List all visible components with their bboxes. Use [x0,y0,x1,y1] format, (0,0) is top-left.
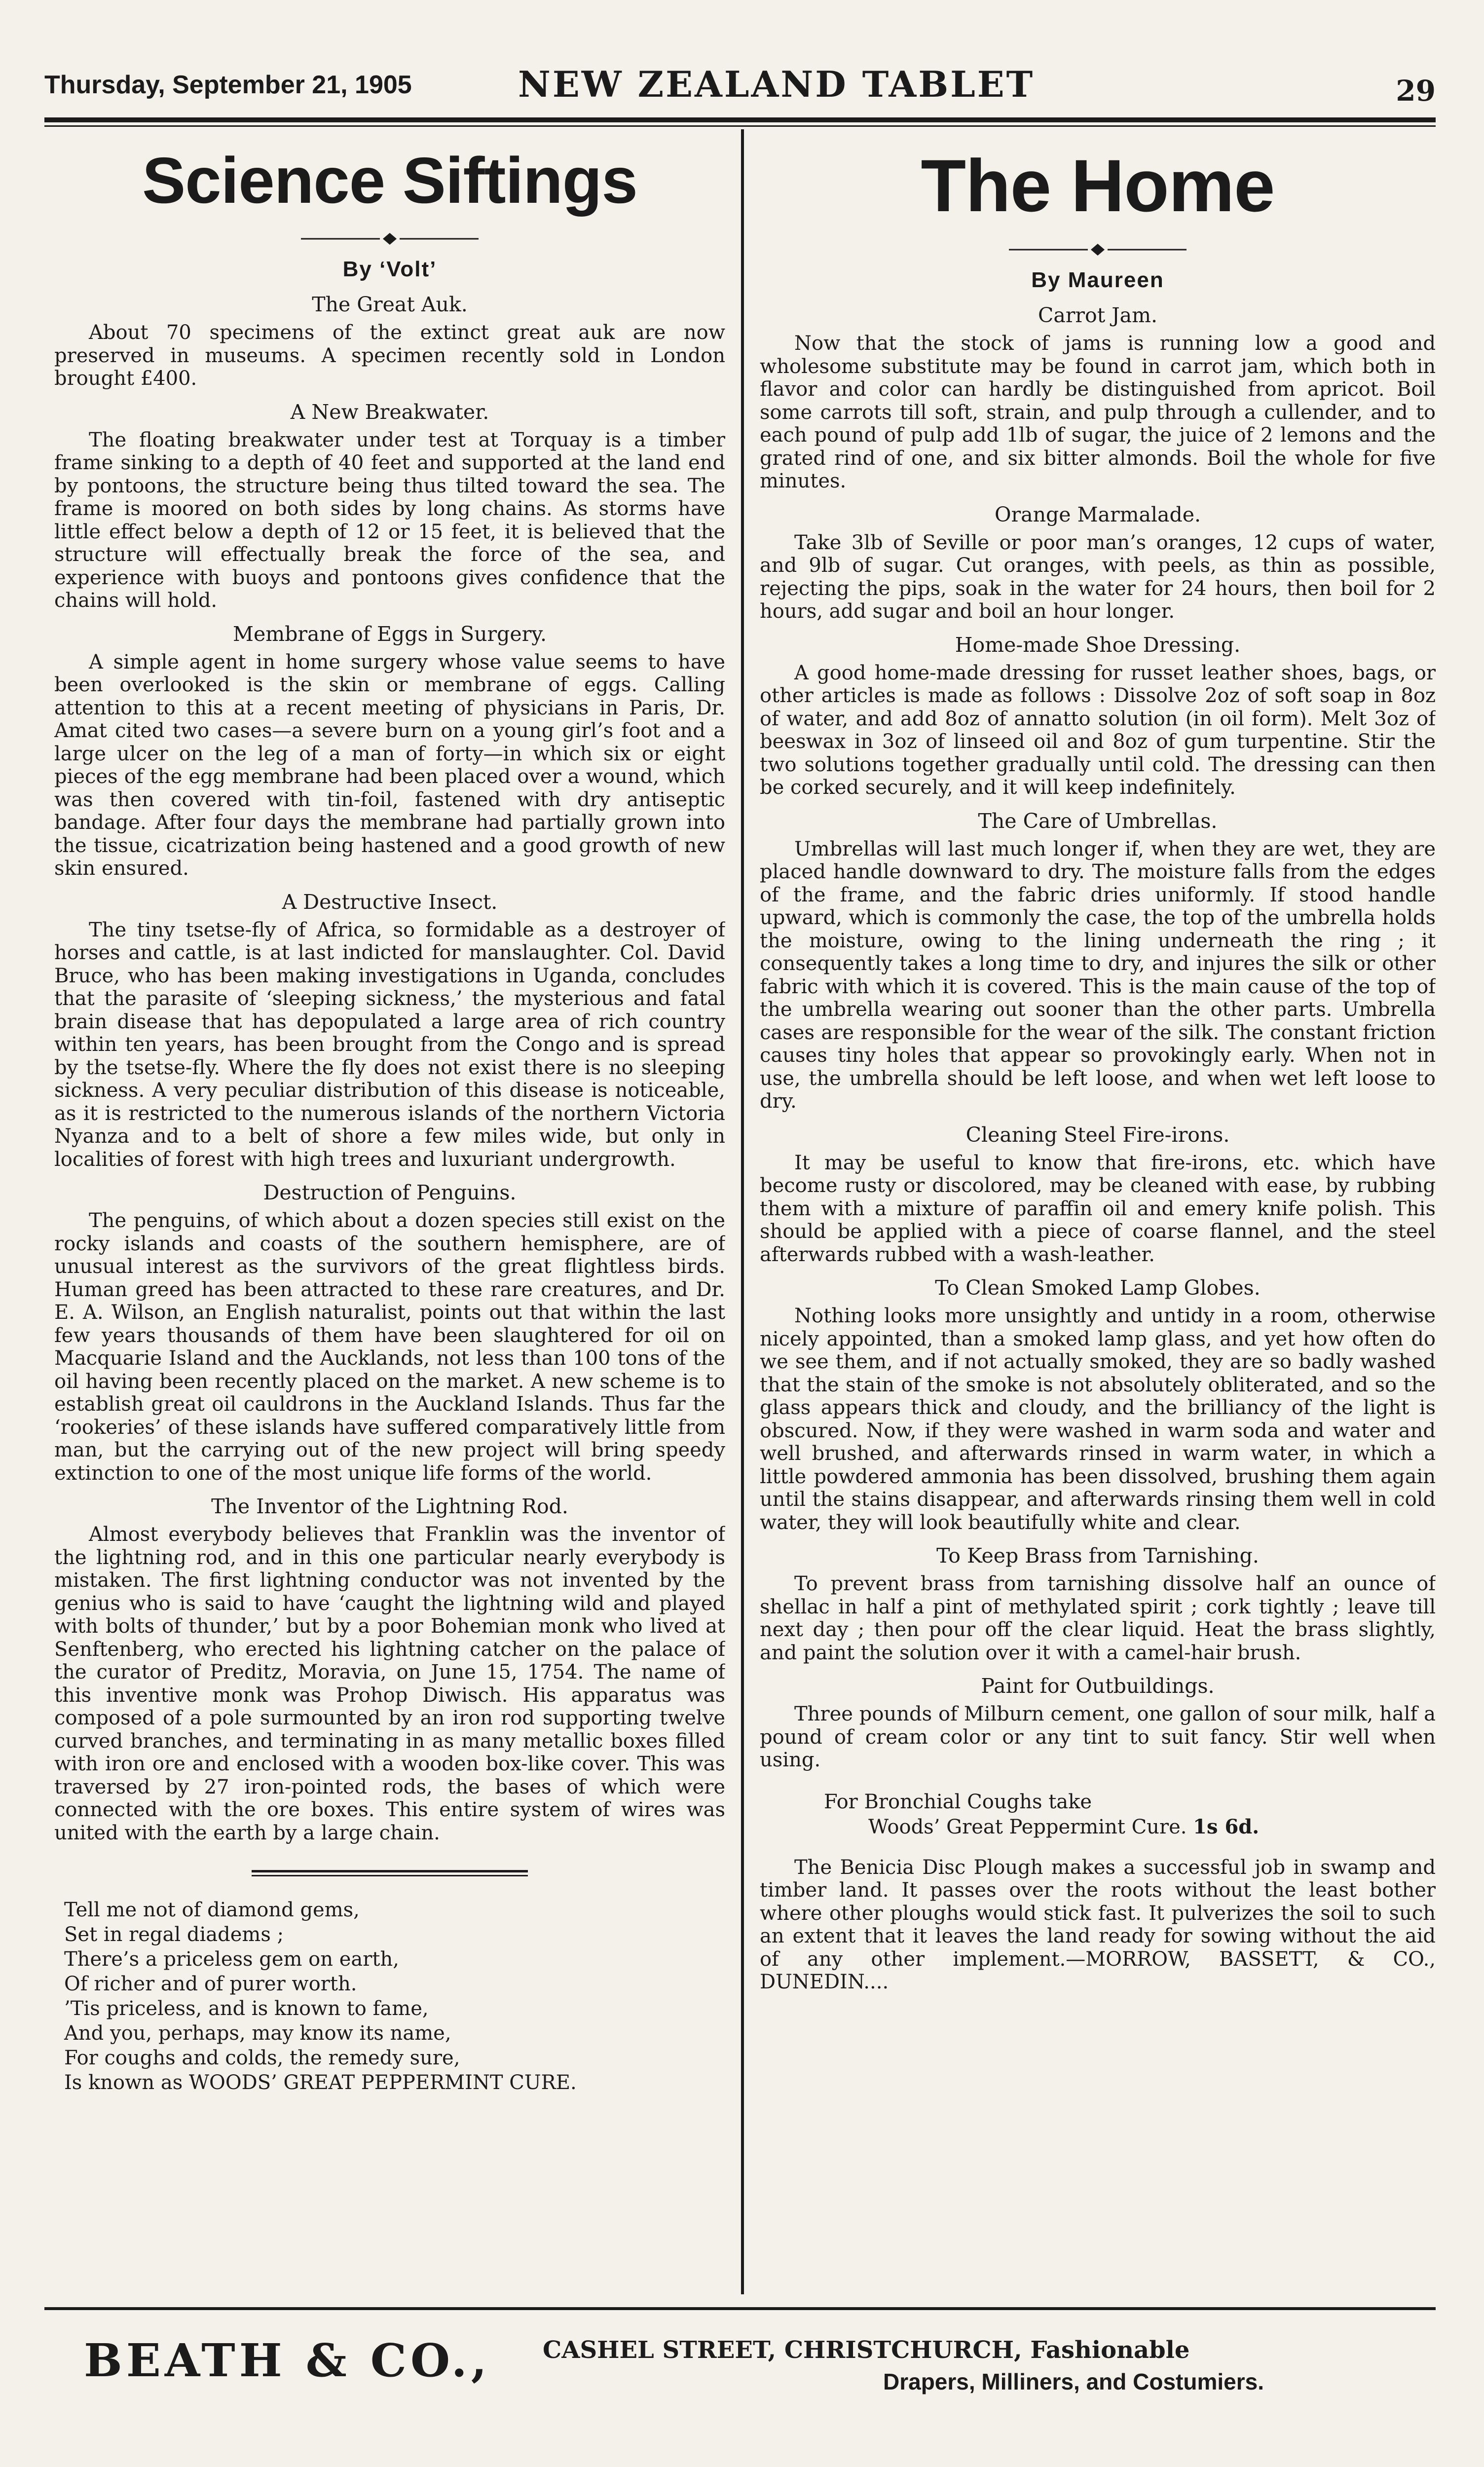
masthead-rule-thin [44,125,1436,127]
article-body: Take 3lb of Seville or poor man’s oranges, 12 cups of water, and 9lb of sugar. Cut oranges, with peels, as thin as possible, rejecting the pips, soak in the water for 24 hours, then boil for 2 hours, add sugar and boil an hour longer. [760,531,1436,623]
diamond-ornament-icon [1009,242,1187,257]
poem-line: Of richer and of purer worth. [64,1973,357,1995]
cough-cure-ad-product: Woods’ Great Peppermint Cure. [868,1815,1187,1838]
plough-ad-body: The Benicia Disc Plough makes a successful job in swamp and timber land. It passes over the roots without the least bother where other ploughs would stick fast. It pulverizes the soil to such an extent that it leaves the land ready for sowing without the aid of any other implement.—MORROW, BASSETT, & CO., DUNEDIN.... [760,1856,1436,1993]
article-body: About 70 specimens of the extinct great auk are now preserved in museums. A specimen recently sold in London brought £400. [54,321,725,390]
article-title: A New Breakwater. [290,400,489,424]
byline-volt: By ‘Volt’ [342,257,437,281]
poem-line: Is known as WOODS’ GREAT PEPPERMINT CURE. [64,2071,577,2094]
article-title: To Clean Smoked Lamp Globes. [935,1276,1261,1300]
article-body: Three pounds of Milburn cement, one gallon of sour milk, half a pound of cream color or any tint to suit fancy. Stir well when using. [760,1703,1436,1771]
advertiser-address: CASHEL STREET, CHRISTCHURCH, Fashionable [543,2336,1190,2364]
article-title: Orange Marmalade. [994,502,1201,526]
publication-title: NEW ZEALAND TABLET [518,63,1035,105]
article-body: The tiny tsetse-fly of Africa, so formidable as a destroyer of horses and cattle, is at last indicted for manslaughter. Col. David Bruce, who has been making investigations in Uganda, concludes that the parasite of ‘sleeping sickness,’ the mysterious and fatal brain disease that has depopulated a large area of rich country within ten years, has been brought from the Congo and is spread by the tsetse-fly. Where the fly does not exist there is no sleeping sickness. A very peculiar distribution of this disease is noticeable, as it is restricted to the numerous islands of the northern Victoria Nyanza and to a belt of shore a few miles wide, but only in localities of forest with high trees and luxuriant undergrowth. [54,918,725,1171]
article-title: The Care of Umbrellas. [978,809,1218,833]
advertiser-name: BEATH & CO., [84,2334,491,2387]
cough-cure-ad-price: 1s 6d. [1193,1815,1260,1838]
poem-line: ’Tis priceless, and is known to fame, [64,1997,429,2020]
article-body: A simple agent in home surgery whose value seems to have been overlooked is the skin or membrane of eggs. Calling attention to this at a recent meeting of physicians in Paris, Dr. Amat cited two cases—a severe burn on a young girl’s foot and a large ulcer on the leg of a man of forty—in which six or eight pieces of the egg membrane had been placed over a wound, which was then covered with tin-foil, fastened with dry antiseptic bandage. After four days the membrane had partially grown into the tissue, cicatrization being hastened and a good growth of new skin ensured. [54,650,725,880]
poem-line: There’s a priceless gem on earth, [64,1948,399,1971]
poem-line: Tell me not of diamond gems, [64,1899,360,1921]
section-title-home: The Home [921,144,1275,227]
article-body: Almost everybody believes that Franklin was the inventor of the lightning rod, and in this one particular nearly everybody is mistaken. The first lightning conductor was not invented by the genius who is said to have ‘caught the lightning wild and played with bolts of thunder,’ but by a poor Bohemian monk who lived at Senftenberg, who erected his lightning catcher on the palace of the curator of Preditz, Moravia, on June 15, 1754. The name of this inventive monk was Prohop Diwisch. His apparatus was composed of a pole surmounted by an iron rod supporting twelve curved branches, and terminating in as many metallic boxes filled with iron ore and enclosed with a wooden box-like cover. This was traversed by 27 iron-pointed rods, the bases of which were connected with the ore boxes. This entire system of wires was united with the earth by a large chain. [54,1523,725,1844]
article-title: Destruction of Penguins. [263,1181,517,1204]
article-title: A Destructive Insect. [282,890,498,914]
article-body: A good home-made dressing for russet leather shoes, bags, or other articles is made as follows : Dissolve 2oz of soft soap in 8oz of water, and add 8oz of annatto solution (in oil form). Melt 3oz of beeswax in 3oz of linseed oil and 8oz of gum turpentine. Stir the two solutions together gradually until cold. The dressing can then be corked securely, and it will keep indefinitely. [760,661,1436,799]
poem-line: For coughs and colds, the remedy sure, [64,2047,460,2069]
poem [54,1898,725,2095]
issue-date: Thursday, September 21, 1905 [44,71,412,99]
masthead-rule [44,117,1436,122]
article-title: The Inventor of the Lightning Rod. [211,1495,568,1518]
poem-line: Set in regal diadems ; [64,1923,284,1946]
byline-maureen: By Maureen [1031,268,1164,292]
article-title: Membrane of Eggs in Surgery. [232,622,547,646]
cough-cure-ad-line [868,1815,1436,1838]
article-body: The floating breakwater under test at Torquay is a timber frame sinking to a depth of 40 feet and supported at the land end by pontoons, the structure being thus tilted toward the sea. The frame is moored on both sides by long chains. As storms have little effect below a depth of 12 or 15 feet, it is believed that the structure will effectually break the force of the sea, and experience with buoys and pontoons gives confidence that the chains will hold. [54,428,725,612]
masthead [44,59,1436,123]
advertiser-trade: Drapers, Milliners, and Costumiers. [883,2369,1264,2394]
diamond-ornament-icon [301,231,479,246]
article-title: To Keep Brass from Tarnishing. [936,1544,1259,1568]
science-siftings-column [54,129,725,2294]
article-title: The Great Auk. [312,293,468,316]
poem-line: And you, perhaps, may know its name, [64,2022,451,2045]
article-body: Nothing looks more unsightly and untidy in a room, otherwise nicely appointed, than a smoked lamp glass, and yet how often do we see them, and if not actually smoked, they are so badly washed that the stain of the smoke is not absolutely obliterated, and so the glass appears thick and cloudy, and the brilliancy of the light is obscured. Now, if they were washed in warm soda and water and well brushed, and afterwards rinsed in warm water, in which a little powdered ammonia has been dissolved, brushing them again until the stains disappear, and afterwards rinsing them well in cold water, they will look beautifully white and clear. [760,1305,1436,1534]
article-title: Home-made Shoe Dressing. [955,633,1241,657]
article-body: Now that the stock of jams is running low a good and wholesome substitute may be found in carrot jam, which both in flavor and color can hardly be distinguished from apricot. Boil some carrots till soft, strain, and pulp through a cullender, and to each pound of pulp add 1lb of sugar, the juice of 2 lemons and the grated rind of one, and six bitter almonds. Boil the whole for five minutes. [760,332,1436,492]
section-title-science: Science Siftings [142,144,637,217]
article-body: To prevent brass from tarnishing dissolve half an ounce of shellac in half a pint of methylated spirit ; cork tightly ; leave till next day ; then pour off the clear liquid. Heat the brass slightly, and paint the solution over it with a camel-hair brush. [760,1572,1436,1664]
article-body: It may be useful to know that fire-irons, etc. which have become rusty or discolored, may be cleaned with ease, by rubbing them with a mixture of paraffin oil and emery knife polish. This should be applied with a piece of coarse flannel, and the steel afterwards rubbed with a wash-leather. [760,1151,1436,1266]
double-rule-divider [252,1870,528,1878]
the-home-column [760,129,1436,2294]
page-number: 29 [1396,74,1436,108]
column-divider [741,129,744,2294]
article-title: Cleaning Steel Fire-irons. [965,1122,1230,1147]
article-body: Umbrellas will last much longer if, when they are wet, they are placed handle downward to dry. The moisture falls from the edges of the frame, and the fabric dries uniformly. If stood handle upward, which is commonly the case, the top of the umbrella holds the moisture, owing to the lining underneath the ring ; it consequently takes a long time to dry, and injures the silk or other fabric with which it is covered. This is the main cause of the top of the umbrella wearing out sooner than the other parts. Umbrella cases are responsible for the wear of the silk. The constant friction causes tiny holes that appear so provokingly early. When not in use, the umbrella should be left loose, and when wet left loose to dry. [760,837,1436,1113]
cough-cure-ad-heading: For Bronchial Coughs take [824,1790,1092,1813]
article-title: Paint for Outbuildings. [981,1674,1215,1698]
footer-rule [44,2307,1436,2310]
article-body: The penguins, of which about a dozen species still exist on the rocky islands and coasts of the southern hemisphere, are of unusual interest as the survivors of the great flightless birds. Human greed has been attracted to these rare creatures, and Dr. E. A. Wilson, an English naturalist, points out that within the last few years thousands of them have been slaughtered for oil on Macquarie Island and the Aucklands, not less than 100 tons of the oil having been recently placed on the market. A new scheme is to establish great oil cauldrons in the Auckland Islands. Thus far the ‘rookeries’ of these islands have suffered comparatively little from man, but the carrying out of the new project will bring speedy extinction to one of the most unique life forms of the world. [54,1209,725,1485]
article-title: Carrot Jam. [1038,303,1157,327]
